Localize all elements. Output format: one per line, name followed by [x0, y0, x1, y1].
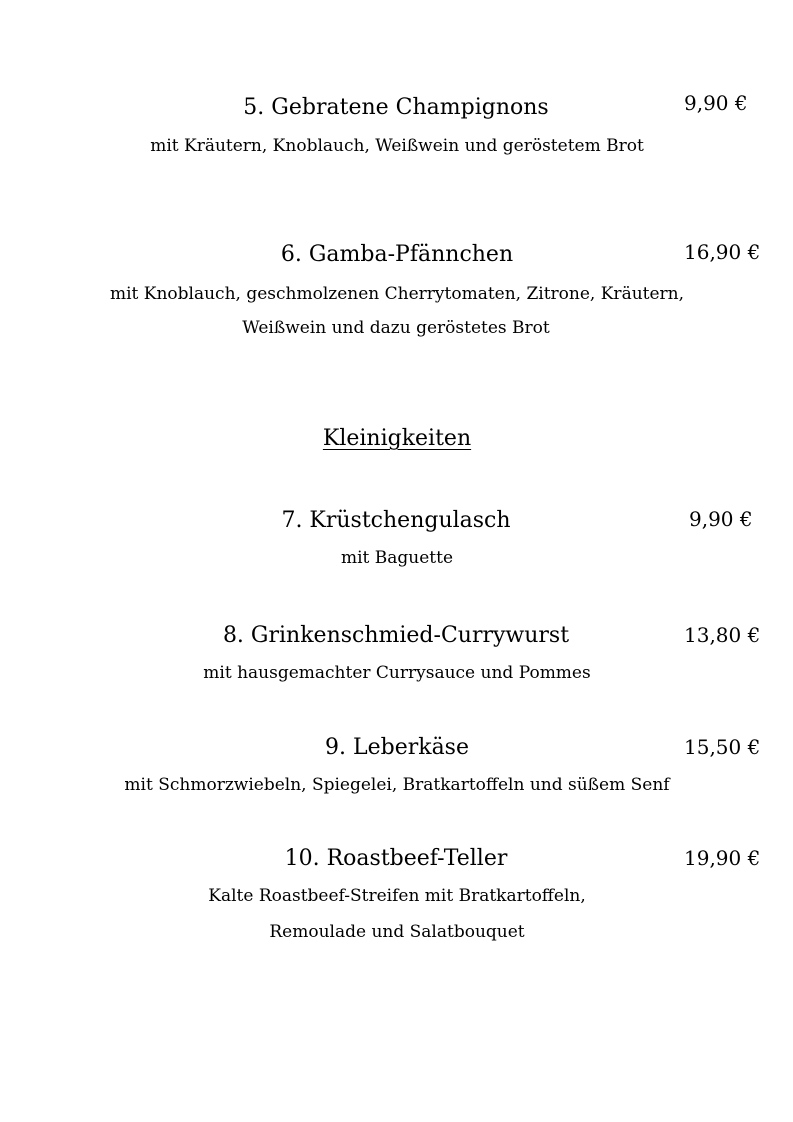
item-5-title: 5. Gebratene Champignons	[243, 95, 549, 120]
item-9-title: 9. Leberkäse	[325, 735, 469, 760]
item-8-price: 13,80 €	[684, 623, 761, 647]
item-10-title: 10. Roastbeef-Teller	[284, 846, 508, 871]
item-7-description: mit Baguette	[340, 548, 454, 568]
item-8-title: 8. Grinkenschmied-Currywurst	[222, 623, 570, 648]
item-10-description-line-1: Kalte Roastbeef-Streifen mit Bratkartoffeln,	[208, 886, 586, 906]
item-9-price: 15,50 €	[684, 735, 761, 759]
item-10-price: 19,90 €	[684, 846, 761, 870]
item-6-description-line-2: Weißwein und dazu geröstetes Brot	[242, 318, 550, 338]
section-heading-kleinigkeiten: Kleinigkeiten	[322, 426, 472, 451]
item-7-price: 9,90 €	[689, 507, 753, 531]
item-6-description-line-1: mit Knoblauch, geschmolzenen Cherrytomaten, Zitrone, Kräutern,	[109, 284, 685, 304]
item-10-description-line-2: Remoulade und Salatbouquet	[269, 922, 525, 942]
item-8-description: mit hausgemachter Currysauce und Pommes	[203, 663, 591, 683]
item-5-price: 9,90 €	[684, 91, 748, 115]
item-9-description: mit Schmorzwiebeln, Spiegelei, Bratkartoffeln und süßem Senf	[124, 775, 670, 795]
item-7-title: 7. Krüstchengulasch	[281, 508, 511, 533]
item-5-description: mit Kräutern, Knoblauch, Weißwein und geröstetem Brot	[150, 136, 644, 156]
item-6-title: 6. Gamba-Pfännchen	[280, 242, 514, 267]
item-6-price: 16,90 €	[684, 240, 761, 264]
